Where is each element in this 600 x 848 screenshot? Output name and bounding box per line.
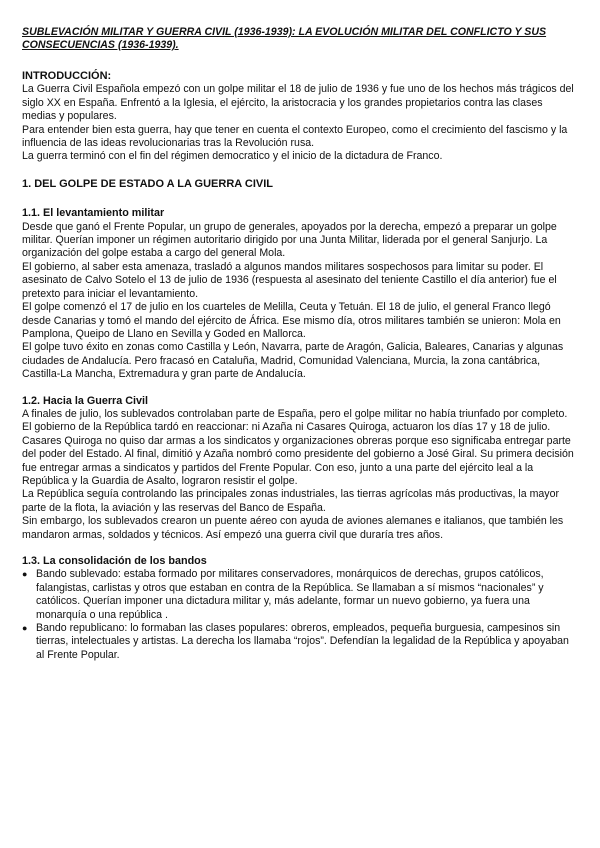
paragraph: Sin embargo, los sublevados crearon un puente aéreo con ayuda de aviones alemanes e italianos, que también les mandaron armas, soldados y técnicos. Así empezó una guerra civil que duraría tres años. <box>22 515 564 541</box>
subsection-1-2-heading: 1.2. Hacia la Guerra Civil <box>22 394 149 407</box>
intro-paragraph: Para entender bien esta guerra, hay que tener en cuenta el contexto Europeo, como el crecimiento del fascismo y la influencia de las ideas revolucionarias tras la Revolución rusa. <box>22 123 568 150</box>
bullet-icon: ● <box>22 623 28 634</box>
intro-heading: INTRODUCCIÓN: <box>22 70 112 82</box>
document-page <box>22 26 578 662</box>
list-item-text: Bando republicano: lo formaban las clases populares: obreros, empleados, pequeña burguesia, campesinos sin tierras, intelectuales y artistas. La derecha los llamaba “rojos”. Defendían la legalidad de la República y apoyaban al Frente Popular. <box>36 622 569 661</box>
bullet-icon: ● <box>22 569 28 580</box>
paragraph: A finales de julio, los sublevados controlaban parte de España, pero el golpe militar no había triunfado por completo. El gobierno de la República tardó en reaccionar: ni Azaña ni Casares Quiroga, actuaron los días 17 y 18 de julio. <box>22 407 568 434</box>
bandos-list <box>22 568 578 662</box>
intro-paragraph: La guerra terminó con el fin del régimen democratico y el inicio de la dictadura de Franco. <box>22 150 443 163</box>
paragraph: El gobierno, al saber esta amenaza, trasladó a algunos mandos militares sospechosos para limitar su poder. El asesinato de Calvo Sotelo el 13 de julio de 1936 (respuesta al asesinato del teniente Castillo el día anterior) fue el pretexto para iniciar el levantamiento. <box>22 260 557 300</box>
paragraph: El golpe tuvo éxito en zonas como Castilla y León, Navarra, parte de Aragón, Galicia, Baleares, Canarias y algunas ciudades de Andalucía. Pero fracasó en Cataluña, Madrid, Comunidad Valenciana, Murcia, la zona cantábrica, Castilla-La Mancha, Extremadura y gran parte de Andalucía. <box>22 341 564 381</box>
subsection-1-3-heading: 1.3. La consolidación de los bandos <box>22 555 207 567</box>
paragraph: Casares Quiroga no quiso dar armas a los sindicatos y organizaciones obreras porque eso significaba entregar parte del poder del Estado. Al final, dimitió y Azaña nombró como presidente del gobierno a José Giral. Su primera decisión fue entregar armas a sindicatos y partidos del Frente Popular. Con eso, junto a una parte del ejército leal a la República y la Guardia de Asalto, lograron resistir el golpe. <box>22 434 574 487</box>
section-1-heading: 1. DEL GOLPE DE ESTADO A LA GUERRA CIVIL <box>22 177 273 190</box>
intro-paragraph: La Guerra Civil Española empezó con un golpe militar el 18 de julio de 1936 y fue uno de los hechos más trágicos del siglo XX en España. Enfrentó a la Iglesia, el ejército, la aristocracia y los grandes propietarios contra las clases medias y populares. <box>22 83 574 123</box>
paragraph: La República seguía controlando las principales zonas industriales, las tierras agrícolas más productivas, la mayor parte de la flota, la aviación y las reservas del Banco de España. <box>22 488 560 514</box>
list-item <box>22 622 578 662</box>
list-item <box>22 568 578 622</box>
paragraph: Desde que ganó el Frente Popular, un grupo de generales, apoyados por la derecha, empezó a preparar un golpe militar. Querían imponer un régimen autoritario dirigido por una Junta Militar, liderada por el general Sanjurjo. La organización del golpe estaba a cargo del general Mola. <box>22 220 557 260</box>
list-item-text: Bando sublevado: estaba formado por militares conservadores, monárquicos de derechas, grupos católicos, falangistas, carlistas y otros que estaban en contra de la República. Se llamaban a sí mismos “nacionales” y católicos. Querían imponer una dictadura militar y, más adelante, formar un nuevo gobierno, ya fuera una monarquía o una república . <box>36 568 544 621</box>
paragraph: El golpe comenzó el 17 de julio en los cuarteles de Melilla, Ceuta y Tetuán. El 18 de julio, el general Franco llegó desde Canarias y tomó el mando del ejército de África. Ese mismo día, otros militares también se unieron: Mola en Pamplona, Queipo de Llano en Sevilla y Goded en Mallorca. <box>22 301 561 340</box>
document-title: SUBLEVACIÓN MILITAR Y GUERRA CIVIL (1936-1939): LA EVOLUCIÓN MILITAR DEL CONFLICTO Y SUS CONSECUENCIAS (1936-1939). <box>22 26 547 51</box>
subsection-1-1-heading: 1.1. El levantamiento militar <box>22 207 165 220</box>
